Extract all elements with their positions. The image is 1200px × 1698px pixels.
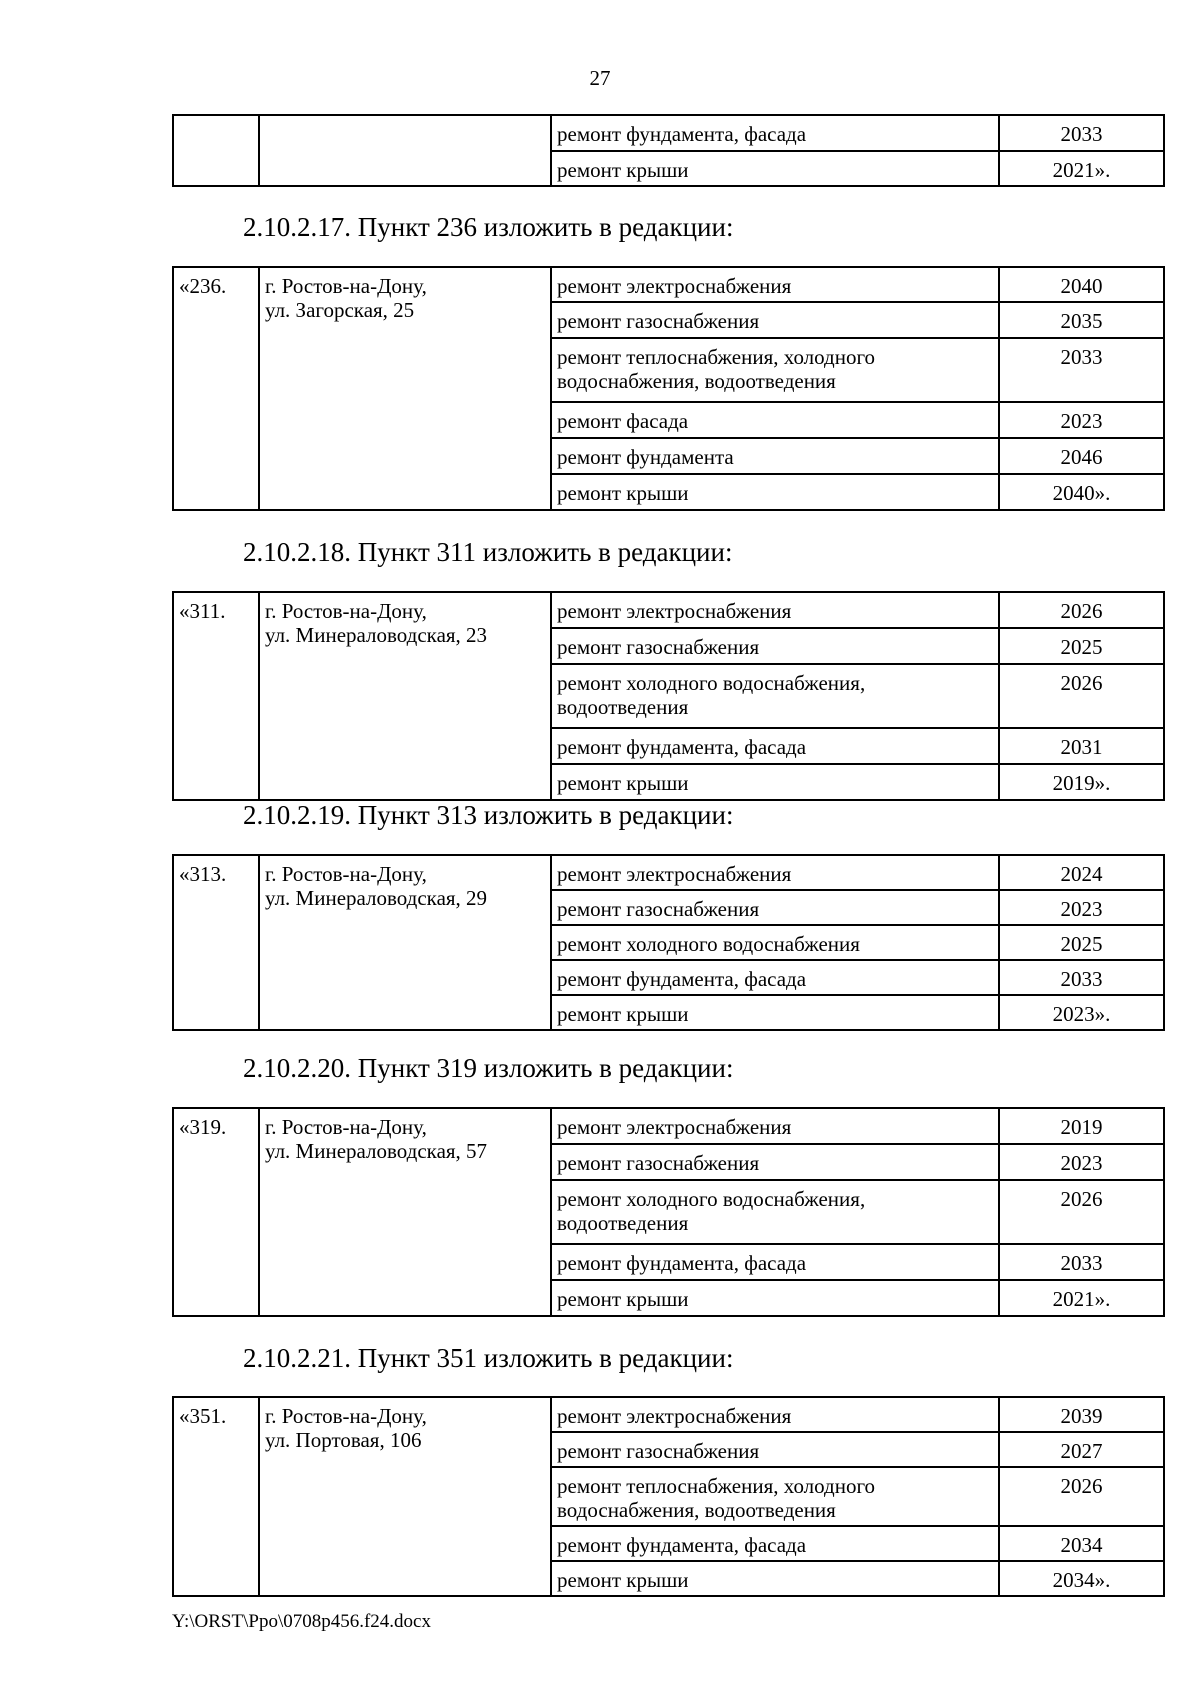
work-cell: ремонт теплоснабжения, холодного водоснабжения, водоотведения (551, 1467, 999, 1526)
year-cell: 2046 (999, 438, 1164, 474)
number-cell (173, 115, 259, 186)
work-cell: ремонт фундамента, фасада (551, 960, 999, 995)
year-cell: 2021». (999, 1280, 1164, 1316)
year-cell: 2026 (999, 664, 1164, 728)
year-cell: 2025 (999, 925, 1164, 960)
section-heading: 2.10.2.20. Пункт 319 изложить в редакции: (243, 1053, 734, 1083)
year-cell: 2026 (999, 1467, 1164, 1526)
work-cell: ремонт газоснабжения (551, 1144, 999, 1180)
item-address: г. Ростов-на-Дону, ул. Минераловодская, 23 (259, 592, 551, 800)
year-cell: 2023 (999, 402, 1164, 438)
table-row (173, 855, 1164, 890)
year-cell: 2025 (999, 628, 1164, 664)
section-table (172, 591, 1165, 801)
item-number: «311. (173, 592, 259, 800)
work-cell: ремонт электроснабжения (551, 855, 999, 890)
work-cell: ремонт холодного водоснабжения, водоотведения (551, 1180, 999, 1244)
table-row (173, 115, 1164, 151)
section-table (172, 854, 1165, 1031)
table-row (173, 1108, 1164, 1144)
work-cell: ремонт крыши (551, 151, 999, 186)
year-cell: 2019 (999, 1108, 1164, 1144)
work-cell: ремонт электроснабжения (551, 592, 999, 628)
year-cell: 2024 (999, 855, 1164, 890)
work-cell: ремонт газоснабжения (551, 1432, 999, 1467)
section-heading: 2.10.2.19. Пункт 313 изложить в редакции: (243, 800, 734, 830)
year-cell: 2019». (999, 764, 1164, 800)
section-table (172, 1396, 1165, 1597)
item-number: «236. (173, 267, 259, 510)
section-heading: 2.10.2.17. Пункт 236 изложить в редакции: (243, 212, 734, 242)
page-number: 27 (589, 66, 611, 90)
work-cell: ремонт крыши (551, 1280, 999, 1316)
year-cell: 2040 (999, 267, 1164, 302)
table-row (173, 592, 1164, 628)
work-cell: ремонт газоснабжения (551, 302, 999, 338)
year-cell: 2033 (999, 115, 1164, 151)
work-cell: ремонт газоснабжения (551, 890, 999, 925)
work-cell: ремонт крыши (551, 995, 999, 1030)
work-cell: ремонт фасада (551, 402, 999, 438)
year-cell: 2034 (999, 1526, 1164, 1561)
year-cell: 2027 (999, 1432, 1164, 1467)
work-cell: ремонт крыши (551, 764, 999, 800)
address-cell (259, 115, 551, 186)
year-cell: 2033 (999, 1244, 1164, 1280)
year-cell: 2035 (999, 302, 1164, 338)
work-cell: ремонт теплоснабжения, холодного водоснабжения, водоотведения (551, 338, 999, 402)
year-cell: 2021». (999, 151, 1164, 186)
work-cell: ремонт фундамента (551, 438, 999, 474)
work-cell: ремонт крыши (551, 1561, 999, 1596)
year-cell: 2026 (999, 1180, 1164, 1244)
year-cell: 2039 (999, 1397, 1164, 1432)
work-cell: ремонт фундамента, фасада (551, 728, 999, 764)
table-row (173, 1397, 1164, 1432)
item-number: «319. (173, 1108, 259, 1316)
work-cell: ремонт холодного водоснабжения, водоотведения (551, 664, 999, 728)
item-address: г. Ростов-на-Дону, ул. Минераловодская, 57 (259, 1108, 551, 1316)
year-cell: 2040». (999, 474, 1164, 510)
item-address: г. Ростов-на-Дону, ул. Минераловодская, 29 (259, 855, 551, 1030)
work-cell: ремонт крыши (551, 474, 999, 510)
table-row (173, 267, 1164, 302)
item-address: г. Ростов-на-Дону, ул. Загорская, 25 (259, 267, 551, 510)
work-cell: ремонт фундамента, фасада (551, 115, 999, 151)
year-cell: 2031 (999, 728, 1164, 764)
year-cell: 2033 (999, 338, 1164, 402)
document-file-path: Y:\ORST\Ppo\0708p456.f24.docx (172, 1611, 431, 1632)
work-cell: ремонт электроснабжения (551, 1397, 999, 1432)
section-table (172, 266, 1165, 511)
year-cell: 2023 (999, 890, 1164, 925)
work-cell: ремонт фундамента, фасада (551, 1244, 999, 1280)
work-cell: ремонт электроснабжения (551, 267, 999, 302)
section-heading: 2.10.2.18. Пункт 311 изложить в редакции: (243, 537, 733, 567)
work-cell: ремонт холодного водоснабжения (551, 925, 999, 960)
work-cell: ремонт газоснабжения (551, 628, 999, 664)
section-heading: 2.10.2.21. Пункт 351 изложить в редакции: (243, 1343, 734, 1373)
work-cell: ремонт фундамента, фасада (551, 1526, 999, 1561)
year-cell: 2034». (999, 1561, 1164, 1596)
year-cell: 2023». (999, 995, 1164, 1030)
item-number: «351. (173, 1397, 259, 1596)
year-cell: 2026 (999, 592, 1164, 628)
item-number: «313. (173, 855, 259, 1030)
year-cell: 2023 (999, 1144, 1164, 1180)
work-cell: ремонт электроснабжения (551, 1108, 999, 1144)
item-address: г. Ростов-на-Дону, ул. Портовая, 106 (259, 1397, 551, 1596)
year-cell: 2033 (999, 960, 1164, 995)
section-table (172, 1107, 1165, 1317)
carryover-table (172, 114, 1165, 187)
